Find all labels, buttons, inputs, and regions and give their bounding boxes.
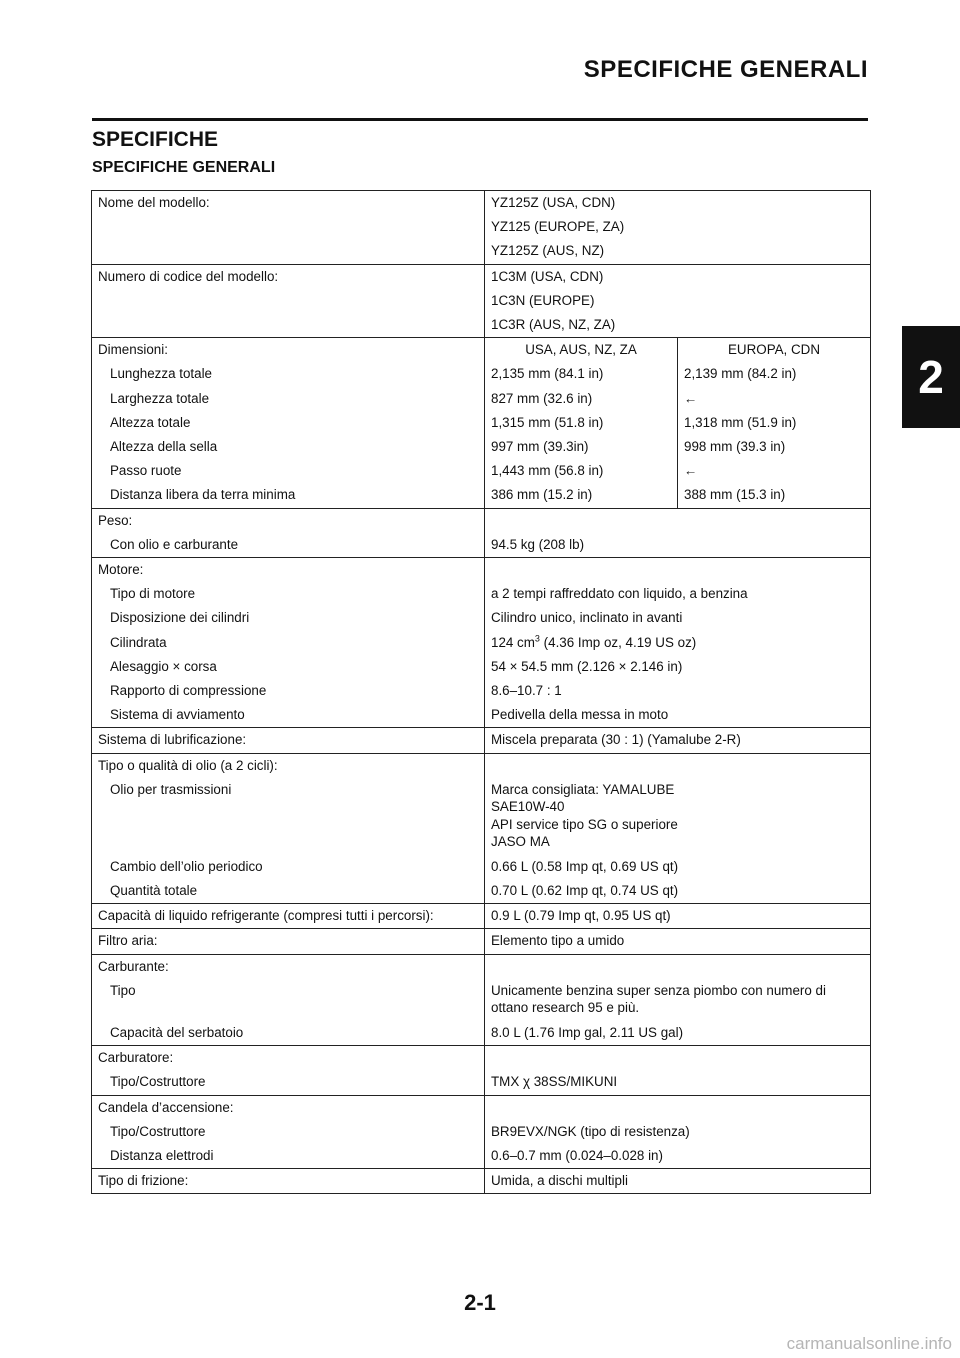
row-value: YZ125Z (AUS, NZ) — [485, 239, 871, 264]
table-row — [92, 728, 871, 753]
row-label: Quantità totale — [92, 879, 485, 904]
row-value: 386 mm (15.2 in) — [485, 483, 678, 508]
row-value: 997 mm (39.3in) — [485, 435, 678, 459]
table-row — [92, 1144, 871, 1169]
table-row — [92, 483, 871, 508]
spec-table — [91, 190, 871, 1194]
row-value: BR9EVX/NGK (tipo di resistenza) — [485, 1120, 871, 1144]
row-label: Dimensioni: — [92, 338, 485, 363]
row-label: Tipo o qualità di olio (a 2 cicli): — [92, 753, 485, 778]
table-row — [92, 954, 871, 979]
row-value: 0.6–0.7 mm (0.024–0.028 in) — [485, 1144, 871, 1169]
row-label: Tipo di frizione: — [92, 1169, 485, 1194]
row-value: 1,318 mm (51.9 in) — [678, 411, 871, 435]
row-value: 0.70 L (0.62 Imp qt, 0.74 US qt) — [485, 879, 871, 904]
row-label: Candela d’accensione: — [92, 1095, 485, 1120]
row-value: 0.9 L (0.79 Imp qt, 0.95 US qt) — [485, 904, 871, 929]
row-value: 2,139 mm (84.2 in) — [678, 362, 871, 386]
row-value — [485, 631, 871, 655]
displacement-superscript: 3 — [534, 633, 540, 644]
table-row — [92, 1120, 871, 1144]
column-header: EUROPA, CDN — [678, 338, 871, 363]
table-row — [92, 679, 871, 703]
table-row — [92, 289, 871, 313]
table-row — [92, 631, 871, 655]
table-row — [92, 1046, 871, 1071]
row-label: Lunghezza totale — [92, 362, 485, 386]
row-label: Altezza totale — [92, 411, 485, 435]
table-row — [92, 655, 871, 679]
row-label: Carburante: — [92, 954, 485, 979]
row-value: Umida, a dischi multipli — [485, 1169, 871, 1194]
section-title: SPECIFICHE — [92, 128, 219, 151]
row-value: YZ125Z (USA, CDN) — [485, 191, 871, 216]
row-value: ← — [678, 459, 871, 483]
row-label: Larghezza totale — [92, 387, 485, 411]
row-value: 998 mm (39.3 in) — [678, 435, 871, 459]
row-label: Passo ruote — [92, 459, 485, 483]
table-row — [92, 582, 871, 606]
row-label: Tipo/Costruttore — [92, 1120, 485, 1144]
value-line: Unicamente benzina super senza piombo con numero di — [491, 982, 826, 998]
row-label: Numero di codice del modello: — [92, 264, 485, 289]
row-value: 1,443 mm (56.8 in) — [485, 459, 678, 483]
table-row — [92, 855, 871, 879]
row-value: 1C3M (USA, CDN) — [485, 264, 871, 289]
row-value: 8.6–10.7 : 1 — [485, 679, 871, 703]
value-line: SAE10W-40 — [491, 799, 565, 815]
value-line: JASO MA — [491, 834, 550, 850]
row-label: Olio per trasmissioni — [92, 778, 485, 855]
table-row — [92, 239, 871, 264]
row-value: 1,315 mm (51.8 in) — [485, 411, 678, 435]
table-row — [92, 313, 871, 338]
row-value: 2,135 mm (84.1 in) — [485, 362, 678, 386]
row-value — [485, 778, 871, 855]
table-row — [92, 606, 871, 630]
row-label: Sistema di avviamento — [92, 703, 485, 728]
row-value: Pedivella della messa in moto — [485, 703, 871, 728]
chapter-tab: 2 — [902, 326, 960, 428]
row-label: Sistema di lubrificazione: — [92, 728, 485, 753]
table-row — [92, 979, 871, 1021]
table-row — [92, 879, 871, 904]
row-label: Nome del modello: — [92, 191, 485, 216]
row-value — [485, 979, 871, 1021]
table-row — [92, 411, 871, 435]
table-row — [92, 778, 871, 855]
header-rule — [92, 118, 868, 121]
table-row — [92, 1070, 871, 1095]
table-row — [92, 703, 871, 728]
row-value: 8.0 L (1.76 Imp gal, 2.11 US gal) — [485, 1021, 871, 1046]
table-row — [92, 753, 871, 778]
value-line: API service tipo SG o superiore — [491, 816, 678, 832]
row-value: 388 mm (15.3 in) — [678, 483, 871, 508]
table-row — [92, 533, 871, 558]
table-row — [92, 191, 871, 216]
row-value: YZ125 (EUROPE, ZA) — [485, 215, 871, 239]
table-row — [92, 1169, 871, 1194]
table-row — [92, 215, 871, 239]
row-label: Peso: — [92, 508, 485, 533]
row-label: Tipo — [92, 979, 485, 1021]
table-row — [92, 1095, 871, 1120]
row-value: Cilindro unico, inclinato in avanti — [485, 606, 871, 630]
row-label: Tipo/Costruttore — [92, 1070, 485, 1095]
column-header: USA, AUS, NZ, ZA — [485, 338, 678, 363]
row-label: Disposizione dei cilindri — [92, 606, 485, 630]
row-value: a 2 tempi raffreddato con liquido, a benzina — [485, 582, 871, 606]
section-subtitle: SPECIFICHE GENERALI — [92, 159, 276, 176]
table-row — [92, 558, 871, 583]
row-label: Alesaggio × corsa — [92, 655, 485, 679]
row-value: Miscela preparata (30 : 1) (Yamalube 2-R) — [485, 728, 871, 753]
page-header-title: SPECIFICHE GENERALI — [583, 56, 868, 83]
page-number: 2-1 — [464, 1290, 496, 1315]
row-label: Motore: — [92, 558, 485, 583]
row-value: 1C3N (EUROPE) — [485, 289, 871, 313]
displacement-value-suffix: (4.36 Imp oz, 4.19 US oz) — [539, 634, 697, 650]
row-label: Distanza libera da terra minima — [92, 483, 485, 508]
row-value: 1C3R (AUS, NZ, ZA) — [485, 313, 871, 338]
row-value: 94.5 kg (208 lb) — [485, 533, 871, 558]
row-value: 0.66 L (0.58 Imp qt, 0.69 US qt) — [485, 855, 871, 879]
row-label: Altezza della sella — [92, 435, 485, 459]
row-label: Carburatore: — [92, 1046, 485, 1071]
row-value: 827 mm (32.6 in) — [485, 387, 678, 411]
row-label: Cilindrata — [92, 631, 485, 655]
table-row — [92, 264, 871, 289]
table-row — [92, 387, 871, 411]
table-row — [92, 508, 871, 533]
row-label: Filtro aria: — [92, 929, 485, 954]
row-value: TMX χ 38SS/MIKUNI — [485, 1070, 871, 1095]
row-label: Con olio e carburante — [92, 533, 485, 558]
row-label: Cambio dell’olio periodico — [92, 855, 485, 879]
row-label: Rapporto di compressione — [92, 679, 485, 703]
row-label: Capacità di liquido refrigerante (compresi tutti i percorsi): — [92, 904, 485, 929]
table-row — [92, 1021, 871, 1046]
watermark: carmanualsonline.info — [786, 1334, 952, 1353]
row-value: 54 × 54.5 mm (2.126 × 2.146 in) — [485, 655, 871, 679]
table-row — [92, 435, 871, 459]
value-line: ottano research 95 e più. — [491, 1000, 640, 1016]
table-row — [92, 459, 871, 483]
table-row — [92, 338, 871, 363]
table-row — [92, 904, 871, 929]
row-label: Distanza elettrodi — [92, 1144, 485, 1169]
value-line: Marca consigliata: YAMALUBE — [491, 781, 675, 797]
row-label: Tipo di motore — [92, 582, 485, 606]
table-row — [92, 929, 871, 954]
row-label: Capacità del serbatoio — [92, 1021, 485, 1046]
row-value: ← — [678, 387, 871, 411]
displacement-value: 124 cm — [491, 634, 535, 650]
table-row — [92, 362, 871, 386]
row-value: Elemento tipo a umido — [485, 929, 871, 954]
